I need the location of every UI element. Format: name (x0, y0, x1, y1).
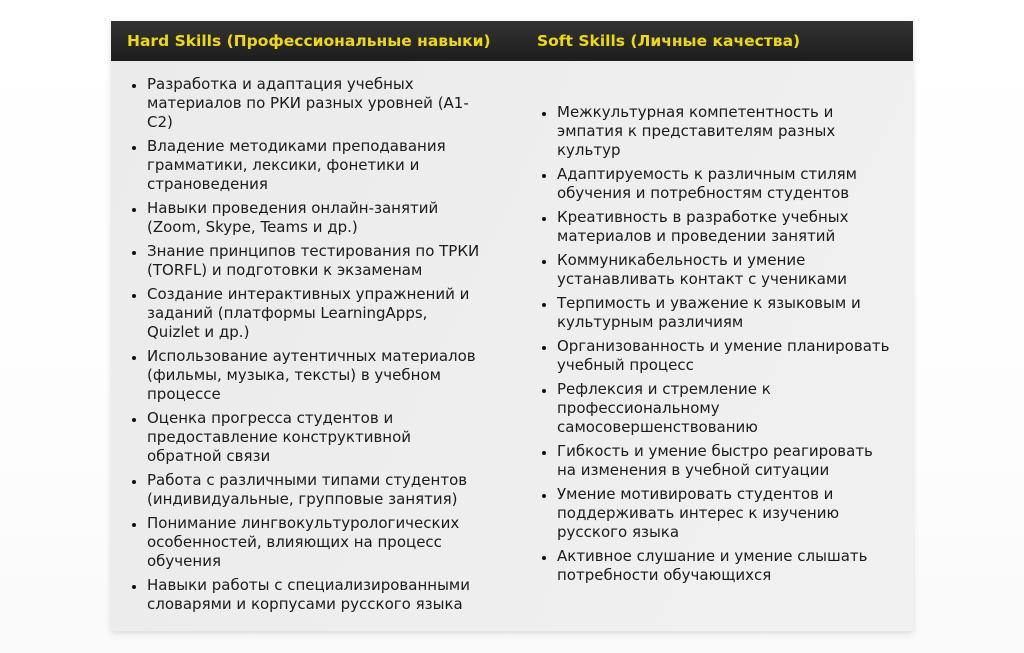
list-item: • Активное слушание и умение слышать потребности обучающихся (556, 547, 890, 585)
hard-skills-list (127, 75, 484, 614)
list-item: • Гибкость и умение быстро реагировать на изменения в учебной ситуации (556, 442, 890, 480)
list-item: • Межкультурная компетентность и эмпатия к представителям разных культур (556, 103, 890, 160)
list-item: • Знание принципов тестирования по ТРКИ (TORFL) и подготовки к экзаменам (146, 242, 484, 280)
hard-skills-header: Hard Skills (Профессиональные навыки) (127, 32, 491, 50)
hard-skills-column (111, 61, 521, 631)
soft-skills-column (521, 61, 913, 631)
list-item: • Понимание лингвокультурологических особенностей, влияющих на процесс обучения (146, 514, 484, 571)
list-item: • Умение мотивировать студентов и поддерживать интерес к изучению русского языка (556, 485, 890, 542)
list-item: • Работа с различными типами студентов (индивидуальные, групповые занятия) (146, 471, 484, 509)
list-item: • Рефлексия и стремление к профессиональному самосовершенствованию (556, 380, 890, 437)
soft-skills-list (537, 103, 890, 590)
list-item: • Использование аутентичных материалов (фильмы, музыка, тексты) в учебном процессе (146, 347, 484, 404)
list-item: • Креативность в разработке учебных материалов и проведении занятий (556, 208, 890, 246)
skills-table (111, 21, 913, 631)
list-item: • Терпимость и уважение к языковым и культурным различиям (556, 294, 890, 332)
list-item: • Организованность и умение планировать учебный процесс (556, 337, 890, 375)
soft-skills-header: Soft Skills (Личные качества) (537, 32, 801, 50)
list-item: • Навыки проведения онлайн-занятий (Zoom, Skype, Teams и др.) (146, 199, 484, 237)
list-item: • Навыки работы с специализированными словарями и корпусами русского языка (146, 576, 484, 614)
list-item: • Адаптируемость к различным стилям обучения и потребностям студентов (556, 165, 890, 203)
list-item: • Разработка и адаптация учебных материалов по РКИ разных уровней (A1-C2) (146, 75, 484, 132)
table-header-row (111, 21, 913, 61)
list-item: • Создание интерактивных упражнений и заданий (платформы LearningApps, Quizlet и др.) (146, 285, 484, 342)
list-item: • Оценка прогресса студентов и предоставление конструктивной обратной связи (146, 409, 484, 466)
list-item: • Владение методиками преподавания грамматики, лексики, фонетики и страноведения (146, 137, 484, 194)
table-body-row (111, 61, 913, 631)
list-item: • Коммуникабельность и умение устанавливать контакт с учениками (556, 251, 890, 289)
